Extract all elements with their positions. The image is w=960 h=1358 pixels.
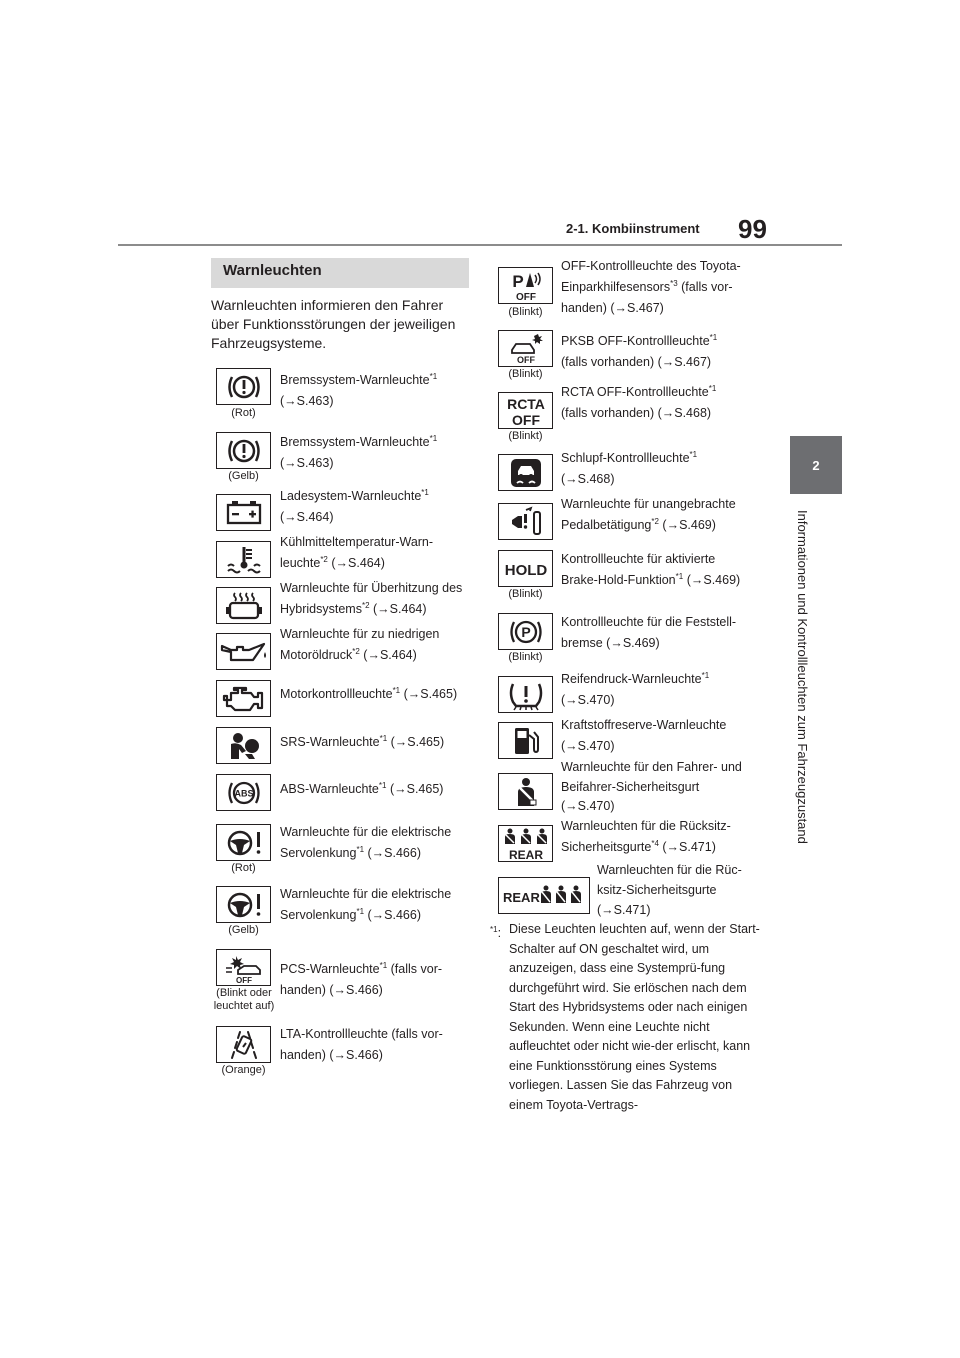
- warning-description: OFF-Kontrollleuchte des Toyota-Einparkhilfesensors$^{*3}$ (falls vor-handen) (→S.467): [561, 259, 741, 315]
- icon-caption: (Rot): [231, 862, 256, 874]
- warning-description: Kontrollleuchte für aktivierte Brake-Hold-Funktion$^{*1}$ (→S.469): [561, 552, 741, 587]
- warning-description: Kraftstoffreserve-Warnleuchte (→S.470): [561, 718, 727, 753]
- lta-icon: [216, 1026, 271, 1063]
- warning-description: RCTA OFF-Kontrollleuchte$^{*1}$ (falls vorhanden) (→S.468): [561, 383, 717, 420]
- svg-text:P: P: [511, 271, 524, 291]
- seatbelt-icon: [498, 773, 553, 810]
- page-number: 99: [738, 214, 767, 244]
- hybrid-overheat-icon: [216, 587, 271, 624]
- warning-description: Warnleuchte für Überhitzung des Hybridsystems$^{*2}$ (→S.464): [280, 581, 463, 616]
- svg-text:OFF: OFF: [235, 975, 252, 984]
- srs-airbag-icon: [216, 727, 271, 764]
- rear-seatbelt-wide-icon: [498, 877, 590, 914]
- intro-text: Warnleuchten informieren den Fahrer über Funktionsstörungen der jeweiligen Fahrzeugsysteme.: [211, 297, 456, 351]
- warning-description: ABS-Warnleuchte$^{*1}$ (→S.465): [280, 780, 444, 796]
- power-steering-icon: [216, 886, 271, 923]
- icon-caption: (Blinkt): [508, 588, 543, 600]
- engine-check-icon: [216, 680, 271, 717]
- warning-description: Reifendruck-Warnleuchte$^{*1}$ (→S.470): [561, 670, 710, 707]
- coolant-temperature-icon: [216, 541, 271, 578]
- warning-description: Warnleuchten für die Rüc-ksitz-Sicherheitsgurte (→S.471): [597, 863, 742, 917]
- parking-brake-icon: [498, 613, 553, 650]
- warning-description: Kontrollleuchte für die Feststell-bremse (→S.469): [561, 615, 737, 650]
- rear-seatbelt-icon: [498, 825, 553, 862]
- warning-description: LTA-Kontrollleuchte (falls vor-handen) (→S.466): [280, 1027, 443, 1062]
- footnote: $^{*1}$: Diese Leuchten leuchten auf, wenn der Start-Schalter auf ON geschaltet wird, um anzuzeigen, dass eine Systemprü-fung durchgeführt wird. Sie erlöschen nach dem Start des Hybridsystems oder nach einigen Sekunden. Wenn eine Leuchte nicht aufleuchtet oder nicht wie-der erlischt, kann eine Funktionsstörung eines Systems vorliegen. Lassen Sie das Fahrzeug von einem Toyota-Vertrags-: [490, 922, 760, 1112]
- warning-description: Warnleuchte für die elektrische Servolenkung$^{*1}$ (→S.466): [280, 825, 452, 860]
- rcta-off-icon: [498, 392, 553, 429]
- warning-description: Schlupf-Kontrollleuchte$^{*1}$ (→S.468): [561, 449, 698, 486]
- brake-warning-icon: [216, 368, 271, 405]
- warning-description: Warnleuchte für zu niedrigen Motoröldruck$^{*2}$ (→S.464): [280, 627, 440, 662]
- svg-text:P: P: [520, 623, 531, 640]
- pedal-warning-icon: [498, 503, 553, 540]
- icon-caption: (Blinkt oder leuchtet auf): [213, 987, 275, 1012]
- icon-caption: (Gelb): [228, 470, 259, 482]
- slip-indicator-icon: [498, 454, 553, 491]
- warning-description: Warnleuchten für die Rücksitz-Sicherheitsgurte$^{*4}$ (→S.471): [561, 819, 731, 854]
- svg-text:ABS: ABS: [233, 788, 254, 798]
- warning-description: Kühlmitteltemperatur-Warn-leuchte$^{*2}$ (→S.464): [280, 535, 434, 570]
- warning-description: SRS-Warnleuchte$^{*1}$ (→S.465): [280, 733, 445, 749]
- parking-sensor-off-icon: [498, 267, 553, 304]
- warning-description: Bremssystem-Warnleuchte$^{*1}$ (→S.463): [280, 433, 438, 470]
- section-heading: Warnleuchten: [211, 258, 469, 288]
- svg-text:HOLD: HOLD: [504, 561, 547, 579]
- battery-icon: [216, 494, 271, 531]
- warning-description: Motorkontrollleuchte$^{*1}$ (→S.465): [280, 685, 458, 701]
- brake-warning-icon: [216, 432, 271, 469]
- svg-text:OFF: OFF: [515, 291, 536, 303]
- warning-description: Warnleuchte für die elektrische Servolenkung$^{*1}$ (→S.466): [280, 887, 452, 922]
- icon-caption: (Gelb): [228, 924, 259, 936]
- chapter-tab: 2: [790, 436, 842, 494]
- chapter-title: 2-1. Kombiinstrument: [566, 221, 700, 236]
- pcs-off-icon: [216, 949, 271, 986]
- abs-icon: [216, 774, 271, 811]
- warning-description: Bremssystem-Warnleuchte$^{*1}$ (→S.463): [280, 371, 438, 408]
- icon-caption: (Blinkt): [508, 306, 543, 318]
- fuel-icon: [498, 722, 553, 759]
- icon-caption: (Blinkt): [508, 430, 543, 442]
- svg-text:RCTA: RCTA: [506, 395, 545, 412]
- power-steering-icon: [216, 824, 271, 861]
- pksb-off-icon: [498, 330, 553, 367]
- chapter-side-title: Informationen und Kontrollleuchten zum Fahrzeugzustand: [795, 510, 810, 844]
- warning-description: Ladesystem-Warnleuchte$^{*1}$ (→S.464): [280, 487, 429, 524]
- icon-caption: (Rot): [231, 407, 256, 419]
- warning-description: PCS-Warnleuchte$^{*1}$ (falls vor-handen) (→S.466): [280, 960, 443, 997]
- icon-caption: (Orange): [221, 1064, 266, 1076]
- svg-text:OFF: OFF: [516, 354, 535, 365]
- icon-caption: (Blinkt): [508, 368, 543, 380]
- warning-description: Warnleuchte für unangebrachte Pedalbetätigung$^{*2}$ (→S.469): [561, 497, 736, 532]
- svg-text:REAR: REAR: [503, 889, 540, 905]
- warning-description: PKSB OFF-Kontrollleuchte$^{*1}$ (falls vorhanden) (→S.467): [561, 332, 718, 369]
- hold-icon: [498, 550, 553, 587]
- warning-description: Warnleuchte für den Fahrer- und Beifahrer-Sicherheitsgurt (→S.470): [561, 760, 742, 813]
- svg-text:OFF: OFF: [511, 411, 540, 428]
- icon-caption: (Blinkt): [508, 651, 543, 663]
- oil-pressure-icon: [216, 633, 271, 670]
- tire-pressure-icon: [498, 676, 553, 713]
- header-divider: [118, 244, 842, 246]
- svg-text:REAR: REAR: [508, 847, 543, 861]
